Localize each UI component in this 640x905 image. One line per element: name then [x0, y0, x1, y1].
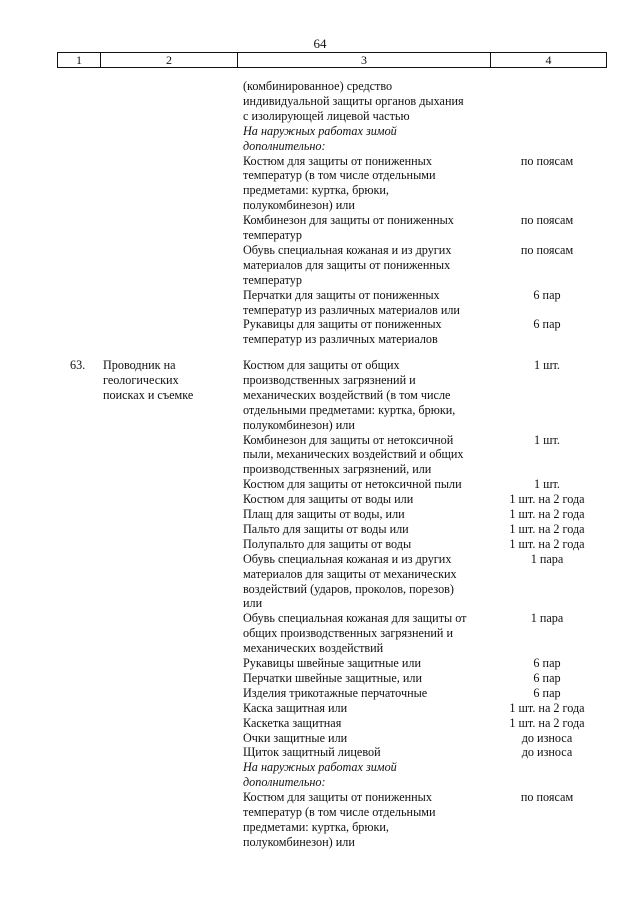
- equipment-item-line: Обувь специальная кожаная и из других: [243, 242, 452, 257]
- equipment-item-line: дополнительно:: [243, 775, 326, 790]
- table-column-header: [57, 52, 607, 68]
- equipment-item-line: Очки защитные или: [243, 730, 348, 745]
- issue-norm-value: 1 шт. на 2 года: [509, 536, 585, 551]
- page-number: 64: [313, 36, 327, 51]
- issue-norm-value: 6 пар: [533, 685, 561, 700]
- equipment-item-line: Костюм для защиты от пониженных: [243, 790, 432, 805]
- issue-norm-value: 1 шт.: [534, 358, 560, 372]
- profession-name-line: поисках и съемке: [103, 387, 194, 402]
- equipment-item-line: температур: [243, 228, 302, 242]
- equipment-item-line: Пальто для защиты от воды или: [243, 521, 409, 536]
- equipment-item-line: (комбинированное) средство: [243, 79, 393, 93]
- equipment-item-line: производственных загрязнений, или: [243, 462, 432, 477]
- equipment-item-line: дополнительно:: [243, 138, 326, 153]
- issue-norm-value: 6 пар: [533, 656, 561, 670]
- equipment-item-line: отдельными предметами: куртка, брюки,: [243, 402, 456, 417]
- equipment-item-line: предметами: куртка, брюки,: [243, 819, 389, 834]
- equipment-item-line: температур (в том числе отдельными: [243, 805, 436, 819]
- equipment-item-line: Щиток защитный лицевой: [243, 745, 381, 760]
- equipment-item-line: полукомбинезон) или: [243, 834, 355, 849]
- equipment-item-line: Костюм для защиты от пониженных: [243, 153, 432, 168]
- issue-norm-value: 6 пар: [533, 287, 561, 302]
- issue-norm-value: 1 шт.: [534, 432, 560, 447]
- equipment-item-line: воздействий (ударов, проколов, порезов): [243, 581, 454, 596]
- issue-norm-value: 1 шт.: [534, 477, 560, 492]
- column-3-header: 3: [238, 53, 491, 67]
- issue-norm-value: по поясам: [520, 790, 574, 805]
- issue-norm-value: до износа: [521, 730, 573, 745]
- equipment-item-line: Костюм для защиты от нетоксичной пыли: [243, 477, 462, 492]
- issue-norm-value: по поясам: [520, 153, 574, 168]
- equipment-item-line: Полупальто для защиты от воды: [243, 536, 412, 551]
- issue-norm-value: до износа: [521, 745, 573, 760]
- profession-name-line: геологических: [103, 372, 179, 387]
- equipment-item-line: механических воздействий: [243, 641, 384, 656]
- issue-norm-value: 6 пар: [533, 317, 561, 332]
- equipment-item-line: Рукавицы швейные защитные или: [243, 656, 421, 670]
- equipment-item-line: материалов для защиты от пониженных: [243, 257, 451, 272]
- equipment-item-line: Каскетка защитная: [243, 715, 342, 730]
- equipment-item-line: Изделия трикотажные перчаточные: [243, 685, 428, 700]
- equipment-item-line: Перчатки швейные защитные, или: [243, 670, 423, 685]
- column-4-header: 4: [545, 53, 552, 67]
- equipment-item-line: Комбинезон для защиты от пониженных: [243, 213, 454, 228]
- equipment-item-line: пыли, механических воздействий и общих: [243, 447, 464, 462]
- issue-norm-value: 1 шт. на 2 года: [509, 492, 585, 507]
- issue-norm-value: 6 пар: [533, 670, 561, 685]
- equipment-item-line: На наружных работах зимой: [243, 123, 397, 138]
- equipment-item-line: Плащ для защиты от воды, или: [243, 507, 405, 521]
- issue-norm-value: 1 пара: [530, 611, 564, 626]
- issue-norm-value: 1 шт. на 2 года: [509, 521, 585, 536]
- equipment-item-line: полукомбинезон) или: [243, 198, 355, 213]
- equipment-item-line: На наружных работах зимой: [243, 760, 397, 775]
- equipment-item-line: Рукавицы для защиты от пониженных: [243, 317, 442, 332]
- equipment-item-line: индивидуальной защиты органов дыхания: [243, 93, 464, 108]
- equipment-item-line: предметами: куртка, брюки,: [243, 183, 389, 198]
- equipment-item-line: Костюм для защиты от общих: [243, 358, 400, 372]
- equipment-item-line: Костюм для защиты от воды или: [243, 492, 414, 507]
- entry-number: 63.: [70, 358, 86, 372]
- equipment-item-line: температур из различных материалов или: [243, 302, 460, 317]
- equipment-item-line: Обувь специальная кожаная для защиты от: [243, 611, 467, 626]
- equipment-item-line: с изолирующей лицевой частью: [243, 108, 410, 123]
- equipment-item-line: Каска защитная или: [243, 700, 348, 715]
- equipment-item-line: Комбинезон для защиты от нетоксичной: [243, 432, 454, 447]
- equipment-item-line: температур: [243, 272, 302, 287]
- issue-norm-value: по поясам: [520, 242, 574, 257]
- equipment-item-line: механических воздействий (в том числе: [243, 387, 451, 402]
- equipment-item-line: Обувь специальная кожаная и из других: [243, 551, 452, 566]
- equipment-item-line: или: [243, 596, 263, 611]
- equipment-item-line: материалов для защиты от механических: [243, 566, 457, 581]
- equipment-item-line: температур (в том числе отдельными: [243, 168, 436, 183]
- equipment-item-line: температур из различных материалов: [243, 332, 438, 347]
- issue-norm-value: 1 шт. на 2 года: [509, 700, 585, 715]
- column-1-header: 1: [58, 53, 101, 67]
- issue-norm-value: 1 шт. на 2 года: [509, 715, 585, 730]
- issue-norm-value: 1 пара: [530, 551, 564, 566]
- profession-name-line: Проводник на: [103, 358, 176, 372]
- equipment-item-line: Перчатки для защиты от пониженных: [243, 287, 440, 302]
- column-2-header: 2: [101, 53, 238, 67]
- issue-norm-value: 1 шт. на 2 года: [509, 507, 585, 521]
- equipment-item-line: полукомбинезон) или: [243, 417, 355, 432]
- equipment-item-line: общих производственных загрязнений и: [243, 626, 454, 641]
- equipment-item-line: производственных загрязнений и: [243, 372, 416, 387]
- issue-norm-value: по поясам: [520, 213, 574, 228]
